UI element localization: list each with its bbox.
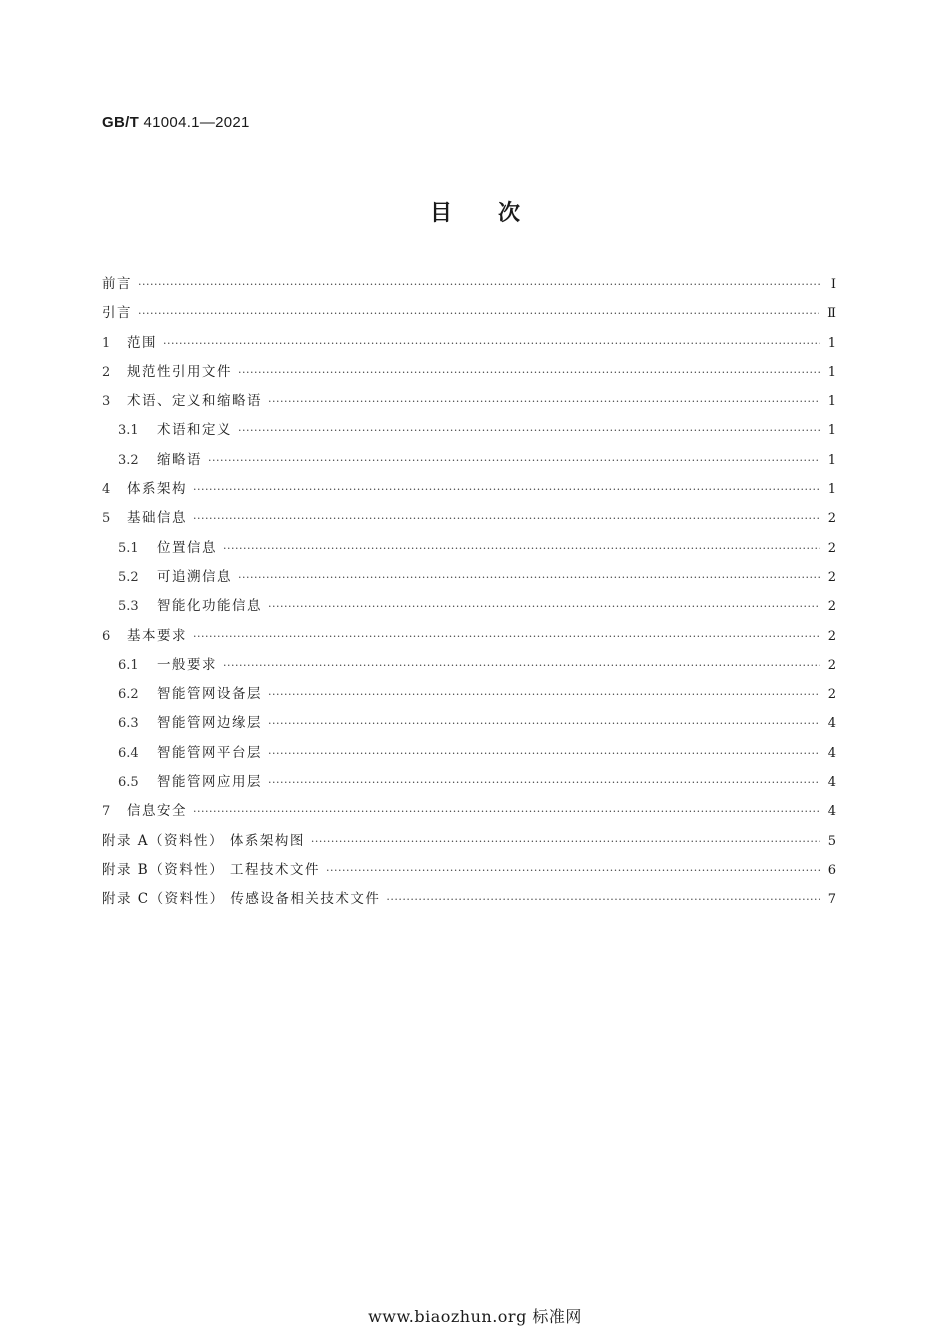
toc-entry-label: 智能管网应用层 (157, 774, 262, 791)
toc-entry[interactable] (102, 596, 836, 625)
toc-entry-number: 7 (102, 804, 111, 820)
toc-entry-label: 智能管网边缘层 (157, 715, 262, 732)
toc-leader-dots (208, 451, 820, 471)
toc-entry[interactable] (102, 508, 836, 537)
standard-number: 41004.1—2021 (143, 114, 250, 131)
toc-entry-page: 5 (827, 833, 836, 849)
standard-prefix: GB/T (102, 114, 140, 131)
toc-entry-label: 智能管网设备层 (157, 686, 262, 703)
toc-entry-page: 1 (827, 394, 836, 410)
toc-entry[interactable] (102, 479, 836, 508)
toc-entry[interactable] (102, 538, 836, 567)
toc-entry[interactable] (102, 684, 836, 713)
toc-entry-number: 1 (102, 335, 111, 351)
toc-entry-page: 2 (827, 599, 836, 615)
toc-entry-page: Ⅰ (830, 277, 836, 292)
toc-leader-dots (193, 509, 820, 529)
toc-entry-label: 附录 A（资料性） 体系架构图 (102, 832, 305, 849)
toc-entry[interactable] (102, 889, 836, 918)
toc-entry-label: 智能化功能信息 (157, 598, 262, 615)
toc-leader-dots (223, 539, 820, 559)
toc-entry-number: 3.1 (118, 423, 139, 439)
toc-entry-number: 5 (102, 511, 111, 527)
toc-entry[interactable] (102, 801, 836, 830)
toc-entry-number: 6.3 (118, 716, 139, 732)
toc-leader-dots (138, 304, 819, 324)
toc-entry-label: 缩略语 (157, 451, 202, 468)
toc-entry-label: 引言 (102, 305, 132, 322)
toc-entry-page: 2 (827, 540, 836, 556)
toc-entry-number: 6.5 (118, 775, 139, 791)
toc-leader-dots (386, 890, 819, 910)
toc-entry-page: 1 (827, 364, 836, 380)
toc-entry-number: 6.1 (118, 657, 139, 673)
toc-leader-dots (268, 597, 820, 617)
toc-entry-page: 2 (827, 511, 836, 527)
page-title: 目次 (429, 201, 566, 226)
toc-entry-number: 5.2 (118, 569, 139, 585)
toc-entry[interactable] (102, 362, 836, 391)
toc-entry-label: 范围 (127, 334, 157, 351)
toc-leader-dots (193, 802, 820, 822)
toc-entry[interactable] (102, 626, 836, 655)
toc-entry-page: 6 (827, 862, 836, 878)
toc-leader-dots (193, 480, 820, 500)
toc-leader-dots (268, 744, 820, 764)
toc-entry-label: 附录 C（资料性） 传感设备相关技术文件 (102, 891, 381, 908)
toc-leader-dots (268, 773, 820, 793)
toc-entry-label: 体系架构 (127, 481, 187, 498)
toc-entry[interactable] (102, 743, 836, 772)
toc-entry-label: 基本要求 (127, 627, 187, 644)
toc-entry-page: 4 (827, 745, 836, 761)
toc-leader-dots (326, 861, 820, 881)
toc-entry-page: 7 (827, 892, 836, 908)
toc-leader-dots (268, 392, 820, 412)
toc-entry[interactable] (102, 303, 836, 332)
toc-entry[interactable] (102, 567, 836, 596)
toc-entry-number: 3 (102, 394, 111, 410)
toc-entry[interactable] (102, 274, 836, 303)
toc-leader-dots (193, 627, 820, 647)
toc-entry-number: 5.1 (118, 540, 139, 556)
toc-entry-label: 智能管网平台层 (157, 744, 262, 761)
toc-entry-number: 5.3 (118, 599, 139, 615)
toc-entry-label: 前言 (102, 276, 132, 292)
toc-entry-label: 信息安全 (127, 803, 187, 820)
toc-entry-page: 4 (827, 716, 836, 732)
toc-entry-page: 4 (827, 775, 836, 791)
toc-entry[interactable] (102, 860, 836, 889)
toc-entry-number: 6.4 (118, 745, 139, 761)
footer-watermark: www.biaozhun.org 标准网 (368, 1307, 582, 1326)
toc-entry[interactable] (102, 391, 836, 420)
toc-entry-label: 附录 B（资料性） 工程技术文件 (102, 861, 321, 878)
toc-entry-page: 4 (827, 804, 836, 820)
toc-entry-page: 1 (827, 423, 836, 439)
toc-entry-page: 2 (827, 628, 836, 644)
toc-leader-dots (311, 832, 820, 852)
toc-entry[interactable] (102, 772, 836, 801)
toc-entry-page: 1 (827, 452, 836, 468)
toc-entry[interactable] (102, 831, 836, 860)
toc-entry-label: 基础信息 (127, 510, 187, 527)
toc-entry-page: 1 (827, 482, 836, 498)
toc-entry[interactable] (102, 450, 836, 479)
toc-entry[interactable] (102, 420, 836, 449)
toc-entry-number: 2 (102, 364, 111, 380)
toc-leader-dots (268, 714, 820, 734)
toc-entry-label: 一般要求 (157, 656, 217, 673)
toc-entry-label: 术语、定义和缩略语 (127, 393, 262, 410)
toc-entry-number: 3.2 (118, 452, 139, 468)
toc-entry-page: Ⅱ (827, 306, 836, 322)
toc-entry-number: 6.2 (118, 687, 139, 703)
toc-entry[interactable] (102, 713, 836, 742)
toc-entry-label: 可追溯信息 (157, 568, 232, 585)
toc-leader-dots (163, 334, 820, 354)
table-of-contents (102, 274, 836, 919)
toc-leader-dots (238, 421, 820, 441)
toc-entry-label: 术语和定义 (157, 422, 232, 439)
toc-entry-number: 6 (102, 628, 111, 644)
toc-entry-label: 规范性引用文件 (127, 363, 232, 380)
toc-leader-dots (238, 568, 820, 588)
toc-entry-number: 4 (102, 482, 111, 498)
toc-leader-dots (268, 685, 820, 705)
toc-leader-dots (138, 275, 820, 295)
toc-entry-label: 位置信息 (157, 539, 217, 556)
toc-leader-dots (223, 656, 820, 676)
standard-code (102, 114, 250, 131)
toc-entry-page: 2 (827, 657, 836, 673)
toc-entry-page: 2 (827, 569, 836, 585)
toc-entry[interactable] (102, 333, 836, 362)
toc-entry[interactable] (102, 655, 836, 684)
toc-entry-page: 2 (827, 687, 836, 703)
toc-entry-page: 1 (827, 335, 836, 351)
toc-leader-dots (238, 363, 820, 383)
